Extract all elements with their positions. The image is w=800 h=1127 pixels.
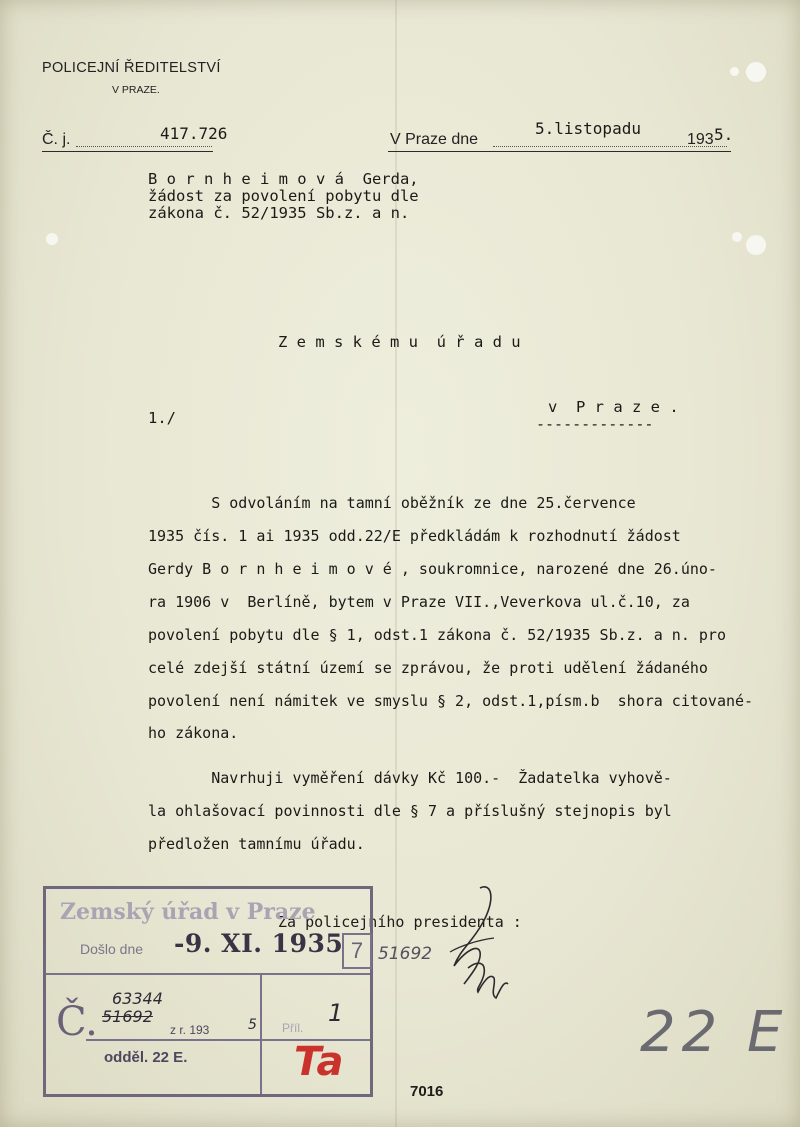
- stamp-year-label: z r. 193: [170, 1023, 210, 1037]
- receipt-stamp: [43, 886, 373, 1097]
- stamp-box-number: 7: [342, 933, 372, 969]
- signature-text: Za policejního presidenta :: [278, 913, 522, 931]
- date-value: 5.listopadu: [535, 119, 641, 138]
- body-line: povolení pobytu dle § 1, odst.1 zákona č. 52/1935 Sb.z. a n. pro: [148, 626, 726, 644]
- body-line: předložen tamnímu úřadu.: [148, 835, 365, 853]
- punch-hole: [46, 233, 58, 245]
- authority-city: V PRAZE.: [112, 84, 160, 96]
- handwritten-signature: [420, 880, 530, 1010]
- stamp-initials: Ta: [294, 1039, 344, 1085]
- body-line: povolení není námitek ve smyslu § 2, odst.1,písm.b shora citované-: [148, 692, 754, 710]
- body-line: ra 1906 v Berlíně, bytem v Praze VII.,Veverkova ul.č.10, za: [148, 593, 690, 611]
- reference-dotted-line: [76, 146, 212, 147]
- reference-label: Č. j.: [42, 131, 71, 148]
- stamp-title: Zemský úřad v Praze: [60, 899, 316, 925]
- place-label: V Praze dne: [390, 131, 479, 148]
- reference-number: 417.726: [160, 124, 228, 143]
- punch-hole: [746, 235, 766, 255]
- recipient-underline: -------------: [536, 415, 654, 433]
- body-line: 1935 čís. 1 ai 1935 odd.22/E předkládám k rozhodnutí žádost: [148, 527, 681, 545]
- stamp-number-old: 51692: [102, 1007, 153, 1026]
- year-prefix: 193: [687, 131, 714, 148]
- recipient-place: v P r a z e .: [548, 398, 679, 416]
- stamp-received-date: -9. XI. 1935: [174, 929, 344, 958]
- footer-number: 7016: [410, 1083, 444, 1100]
- subject-line: zákona č. 52/1935 Sb.z. a n.: [148, 204, 410, 222]
- stamp-department: odděl. 22 E.: [104, 1049, 188, 1066]
- body-line: la ohlašovací povinnosti dle § 7 a příslušný stejnopis byl: [148, 802, 672, 820]
- stamp-year-value: 5: [248, 1017, 257, 1033]
- stamp-divider: [46, 973, 370, 975]
- punch-hole: [746, 62, 766, 82]
- body-line: ho zákona.: [148, 724, 239, 742]
- body-line: Navrhuji vyměření dávky Kč 100.- Žadatelka vyhově-: [148, 769, 672, 787]
- stamp-received-label: Došlo dne: [80, 941, 144, 957]
- subject-line: B o r n h e i m o v á Gerda,: [148, 170, 419, 188]
- signature-number: 51692: [378, 944, 433, 964]
- recipient-name: Z e m s k é m u ú ř a d u: [278, 333, 521, 351]
- date-rule: [388, 151, 731, 152]
- reference-rule: [42, 151, 213, 152]
- subject-line: žádost za povolení pobytu dle: [148, 187, 419, 205]
- stamp-attachments-label: Příl.: [282, 1021, 304, 1035]
- stamp-number-new: 63344: [112, 989, 163, 1008]
- punch-hole: [732, 232, 742, 242]
- body-line: celé zdejší státní území se zprávou, že proti udělení žádaného: [148, 659, 708, 677]
- recipient-number: 1./: [148, 409, 176, 427]
- margin-note: 22 E: [640, 1000, 789, 1065]
- stamp-divider: [260, 973, 262, 1094]
- body-line: S odvoláním na tamní oběžník ze dne 25.července: [148, 494, 636, 512]
- body-line: Gerdy B o r n h e i m o v é , soukromnice, narozené dne 26.úno-: [148, 560, 717, 578]
- authority-heading: POLICEJNÍ ŘEDITELSTVÍ: [42, 60, 221, 76]
- stamp-attachments-value: 1: [328, 999, 344, 1027]
- year-suffix: 5.: [714, 125, 734, 144]
- stamp-letter: Č.: [56, 999, 98, 1045]
- punch-hole: [730, 67, 739, 76]
